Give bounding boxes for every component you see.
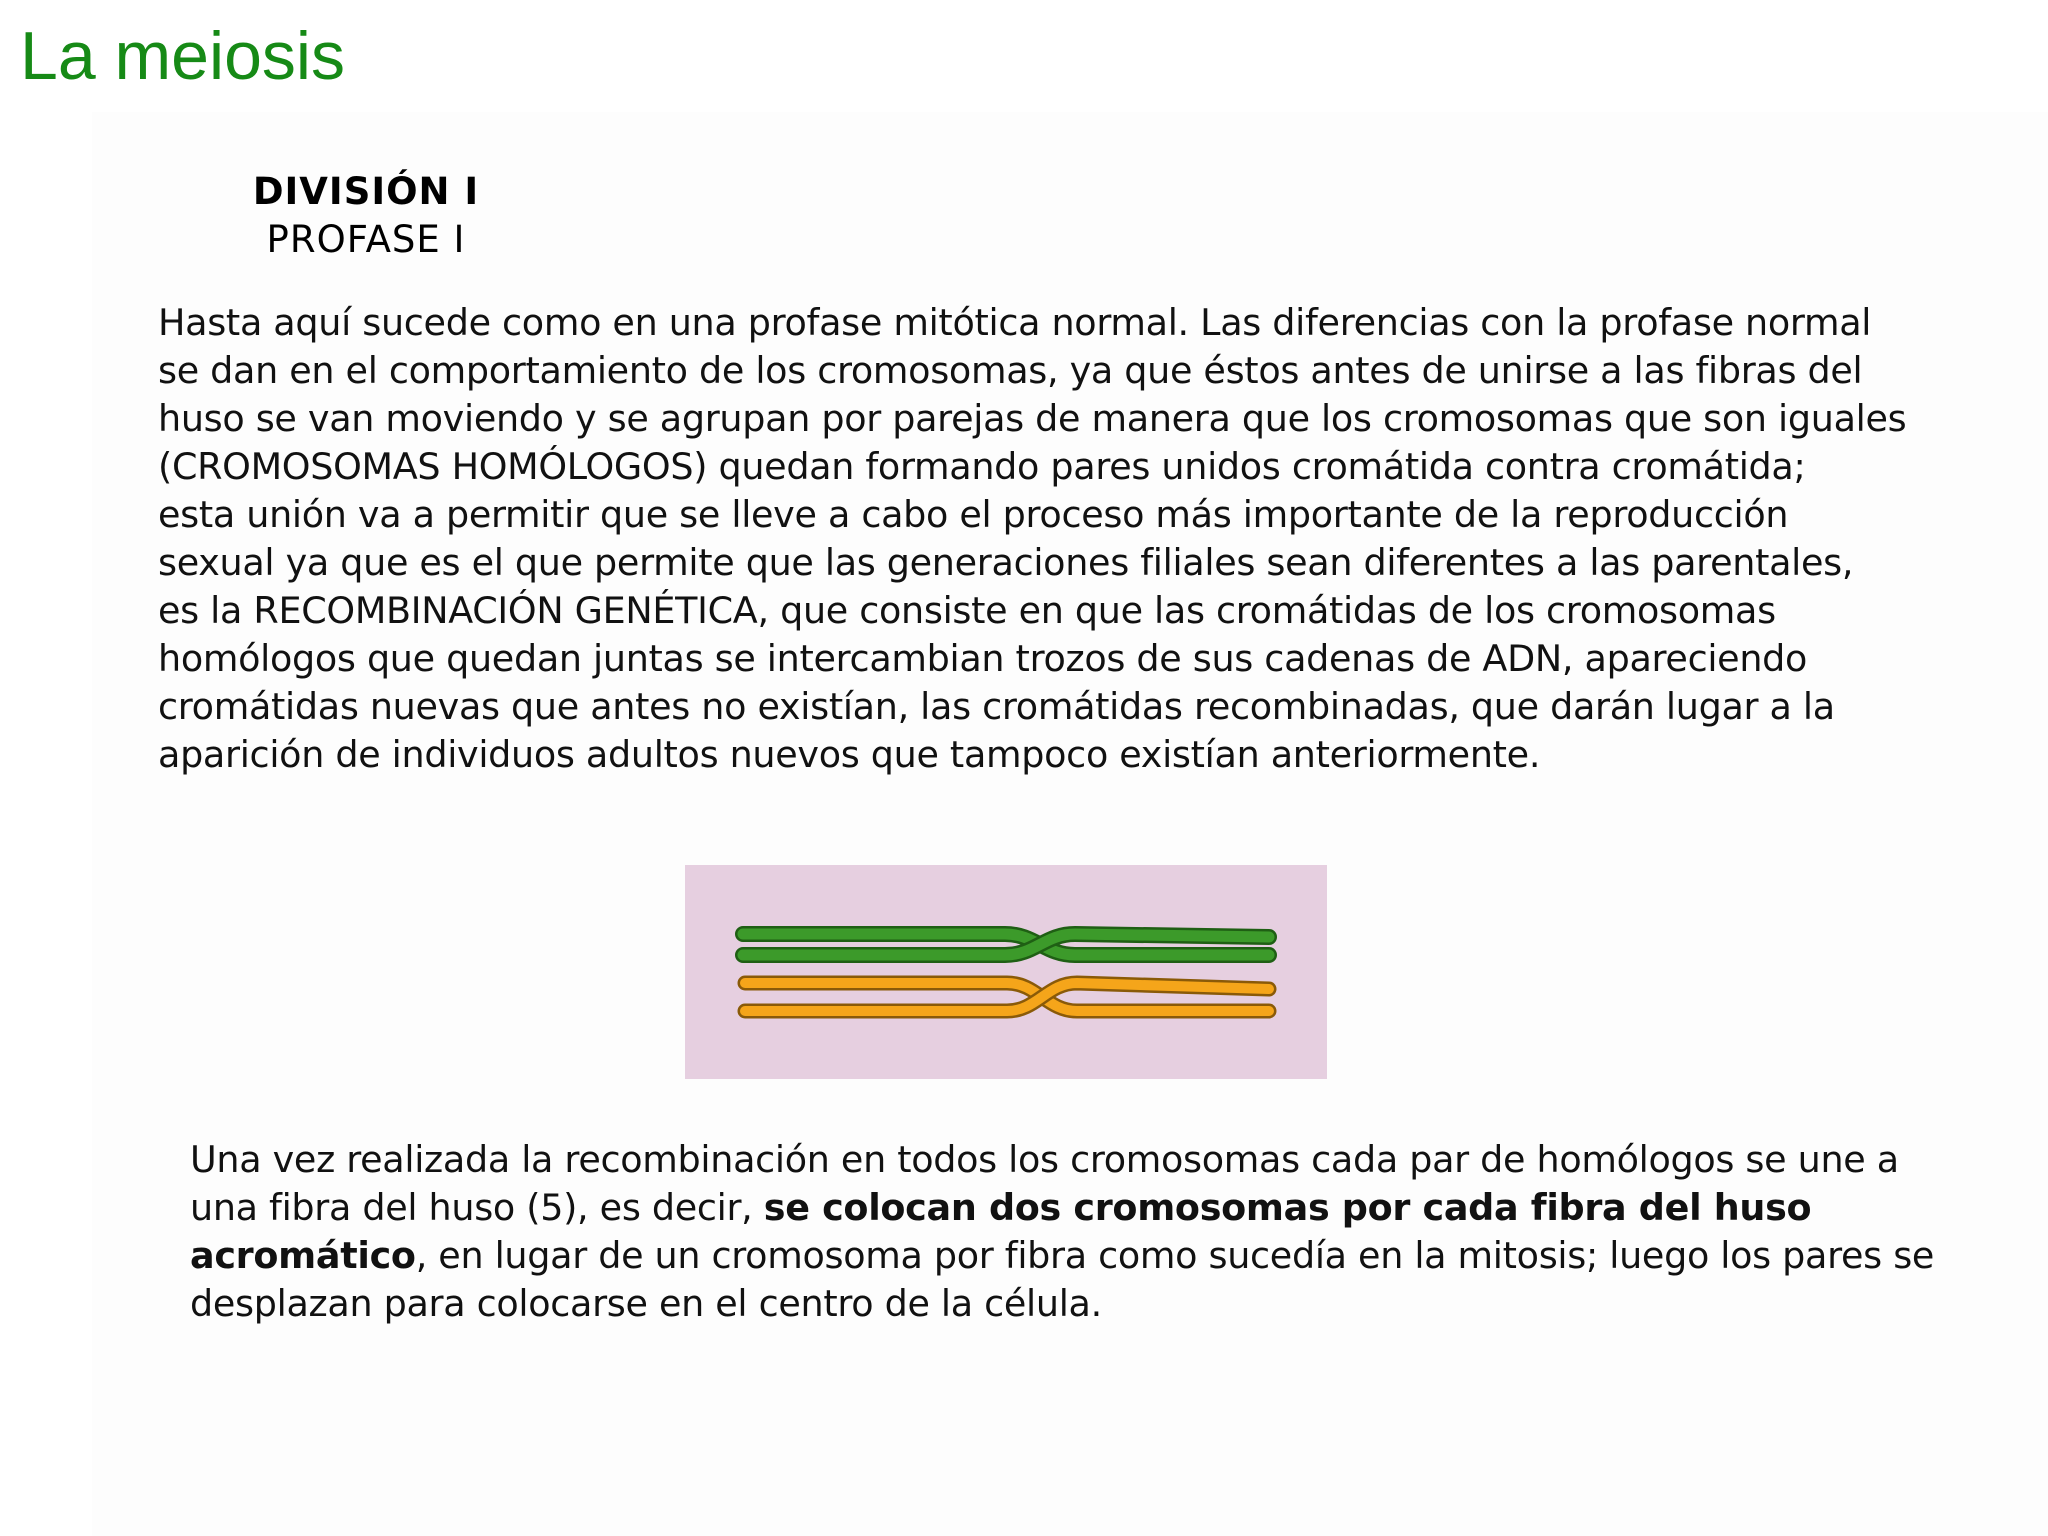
homologous-chromosomes-illustration [685, 865, 1327, 1079]
paragraph-line: es la RECOMBINACIÓN GENÉTICA, que consiste en que las cromátidas de los cromosomas [158, 589, 1776, 632]
green-chromosome [743, 934, 1269, 955]
paragraph-line: homólogos que quedan juntas se intercambian trozos de sus cadenas de ADN, apareciendo [158, 637, 1808, 680]
paragraph-line: Una vez realizada la recombinación en todos los cromosomas cada par de homólogos se une a [190, 1138, 1899, 1181]
slide-title: La meiosis [20, 18, 346, 94]
paragraph-line: desplazan para colocarse en el centro de la célula. [190, 1282, 1102, 1325]
paragraph-text: , en lugar de un cromosoma por fibra como sucedía en la mitosis; luego los pares se [415, 1234, 1935, 1277]
paragraph-line: Hasta aquí sucede como en una profase mitótica normal. Las diferencias con la profase normal [158, 301, 1872, 344]
paragraph-text: una fibra del huso (5), es decir, [190, 1186, 764, 1229]
paragraph-line [190, 1232, 1950, 1280]
section-heading [238, 168, 494, 264]
followup-paragraph [190, 1136, 1950, 1328]
orange-chromosome [745, 983, 1269, 1011]
paragraph-line: sexual ya que es el que permite que las generaciones filiales sean diferentes a las parentales, [158, 541, 1854, 584]
phase-heading: PROFASE I [266, 218, 466, 261]
paragraph-line: huso se van moviendo y se agrupan por parejas de manera que los cromosomas que son iguales [158, 397, 1907, 440]
chromosome-crossover-figure [685, 865, 1327, 1079]
paragraph-line: (CROMOSOMAS HOMÓLOGOS) quedan formando pares unidos cromátida contra cromátida; [158, 445, 1806, 488]
division-heading: DIVISIÓN I [252, 170, 480, 213]
paragraph-line: esta unión va a permitir que se lleve a cabo el proceso más importante de la reproducción [158, 493, 1789, 536]
paragraph-line: se dan en el comportamiento de los cromosomas, ya que éstos antes de unirse a las fibras del [158, 349, 1863, 392]
paragraph-line: aparición de individuos adultos nuevos que tampoco existían anteriormente. [158, 733, 1541, 776]
explanation-paragraph [158, 299, 1918, 779]
paragraph-line: cromátidas nuevas que antes no existían, las cromátidas recombinadas, que darán lugar a la [158, 685, 1835, 728]
emphasis-text: se colocan dos cromosomas por cada fibra del huso [763, 1186, 1812, 1229]
emphasis-text: acromático [190, 1234, 416, 1277]
paragraph-line [190, 1184, 1950, 1232]
